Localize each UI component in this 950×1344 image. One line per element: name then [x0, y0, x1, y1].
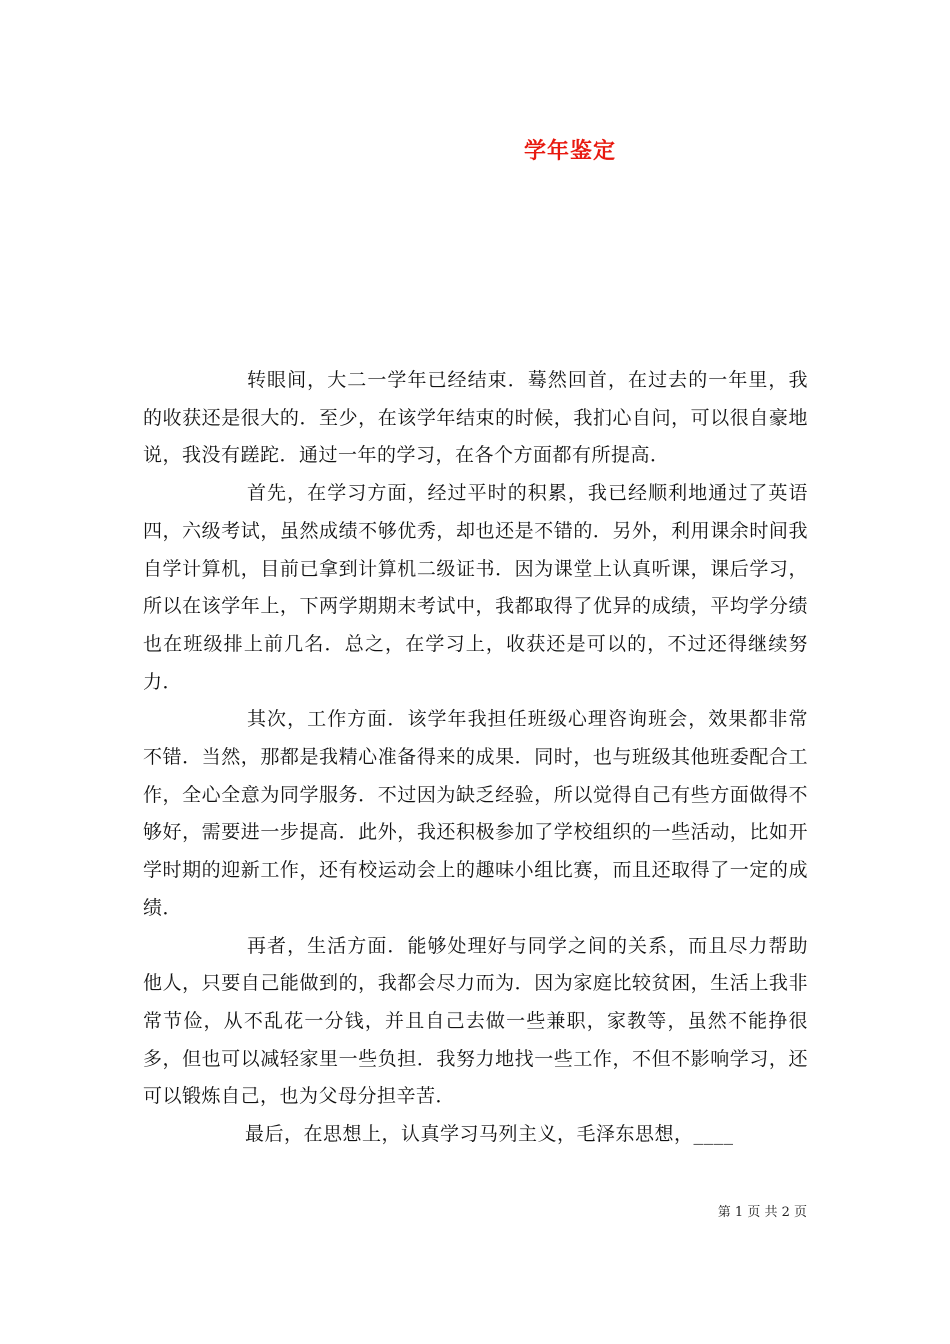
document-body [143, 362, 808, 1154]
paragraph-study: 首先，在学习方面，经过平时的积累，我已经顺利地通过了英语四，六级考试，虽然成绩不够优秀，却也还是不错的．另外，利用课余时间我自学计算机，目前已拿到计算机二级证书．因为课堂上认真听课，课后学习，所以在该学年上，下两学期期末考试中，我都取得了优异的成绩，平均学分绩也在班级排上前几名．总之，在学习上，收获还是可以的，不过还得继续努力． [143, 482, 808, 693]
document-title: 学年鉴定 [523, 138, 616, 164]
paragraph-work: 其次，工作方面．该学年我担任班级心理咨询班会，效果都非常不错．当然，那都是我精心准备得来的成果．同时，也与班级其他班委配合工作，全心全意为同学服务．不过因为缺乏经验，所以觉得自己有些方面做得不够好，需要进一步提高．此外，我还积极参加了学校组织的一些活动，比如开学时期的迎新工作，还有校运动会上的趣味小组比赛，而且还取得了一定的成绩． [143, 708, 808, 919]
page-number: 第 1 页 共 2 页 [717, 1205, 807, 1220]
paragraph-life: 再者，生活方面．能够处理好与同学之间的关系，而且尽力帮助他人，只要自己能做到的，我都会尽力而为．因为家庭比较贫困，生活上我非常节俭，从不乱花一分钱，并且自己去做一些兼职，家教等，虽然不能挣很多，但也可以减轻家里一些负担．我努力地找一些工作，不但不影响学习，还可以锻炼自己，也为父母分担辛苦． [143, 934, 808, 1108]
paragraph-intro: 转眼间，大二一学年已经结束．蓦然回首，在过去的一年里，我的收获还是很大的．至少，在该学年结束的时候，我扪心自问，可以很自豪地说，我没有蹉跎．通过一年的学习，在各个方面都有所提高． [143, 369, 808, 467]
paragraph-thought: 最后，在思想上，认真学习马列主义，毛泽东思想，____ [245, 1123, 734, 1146]
